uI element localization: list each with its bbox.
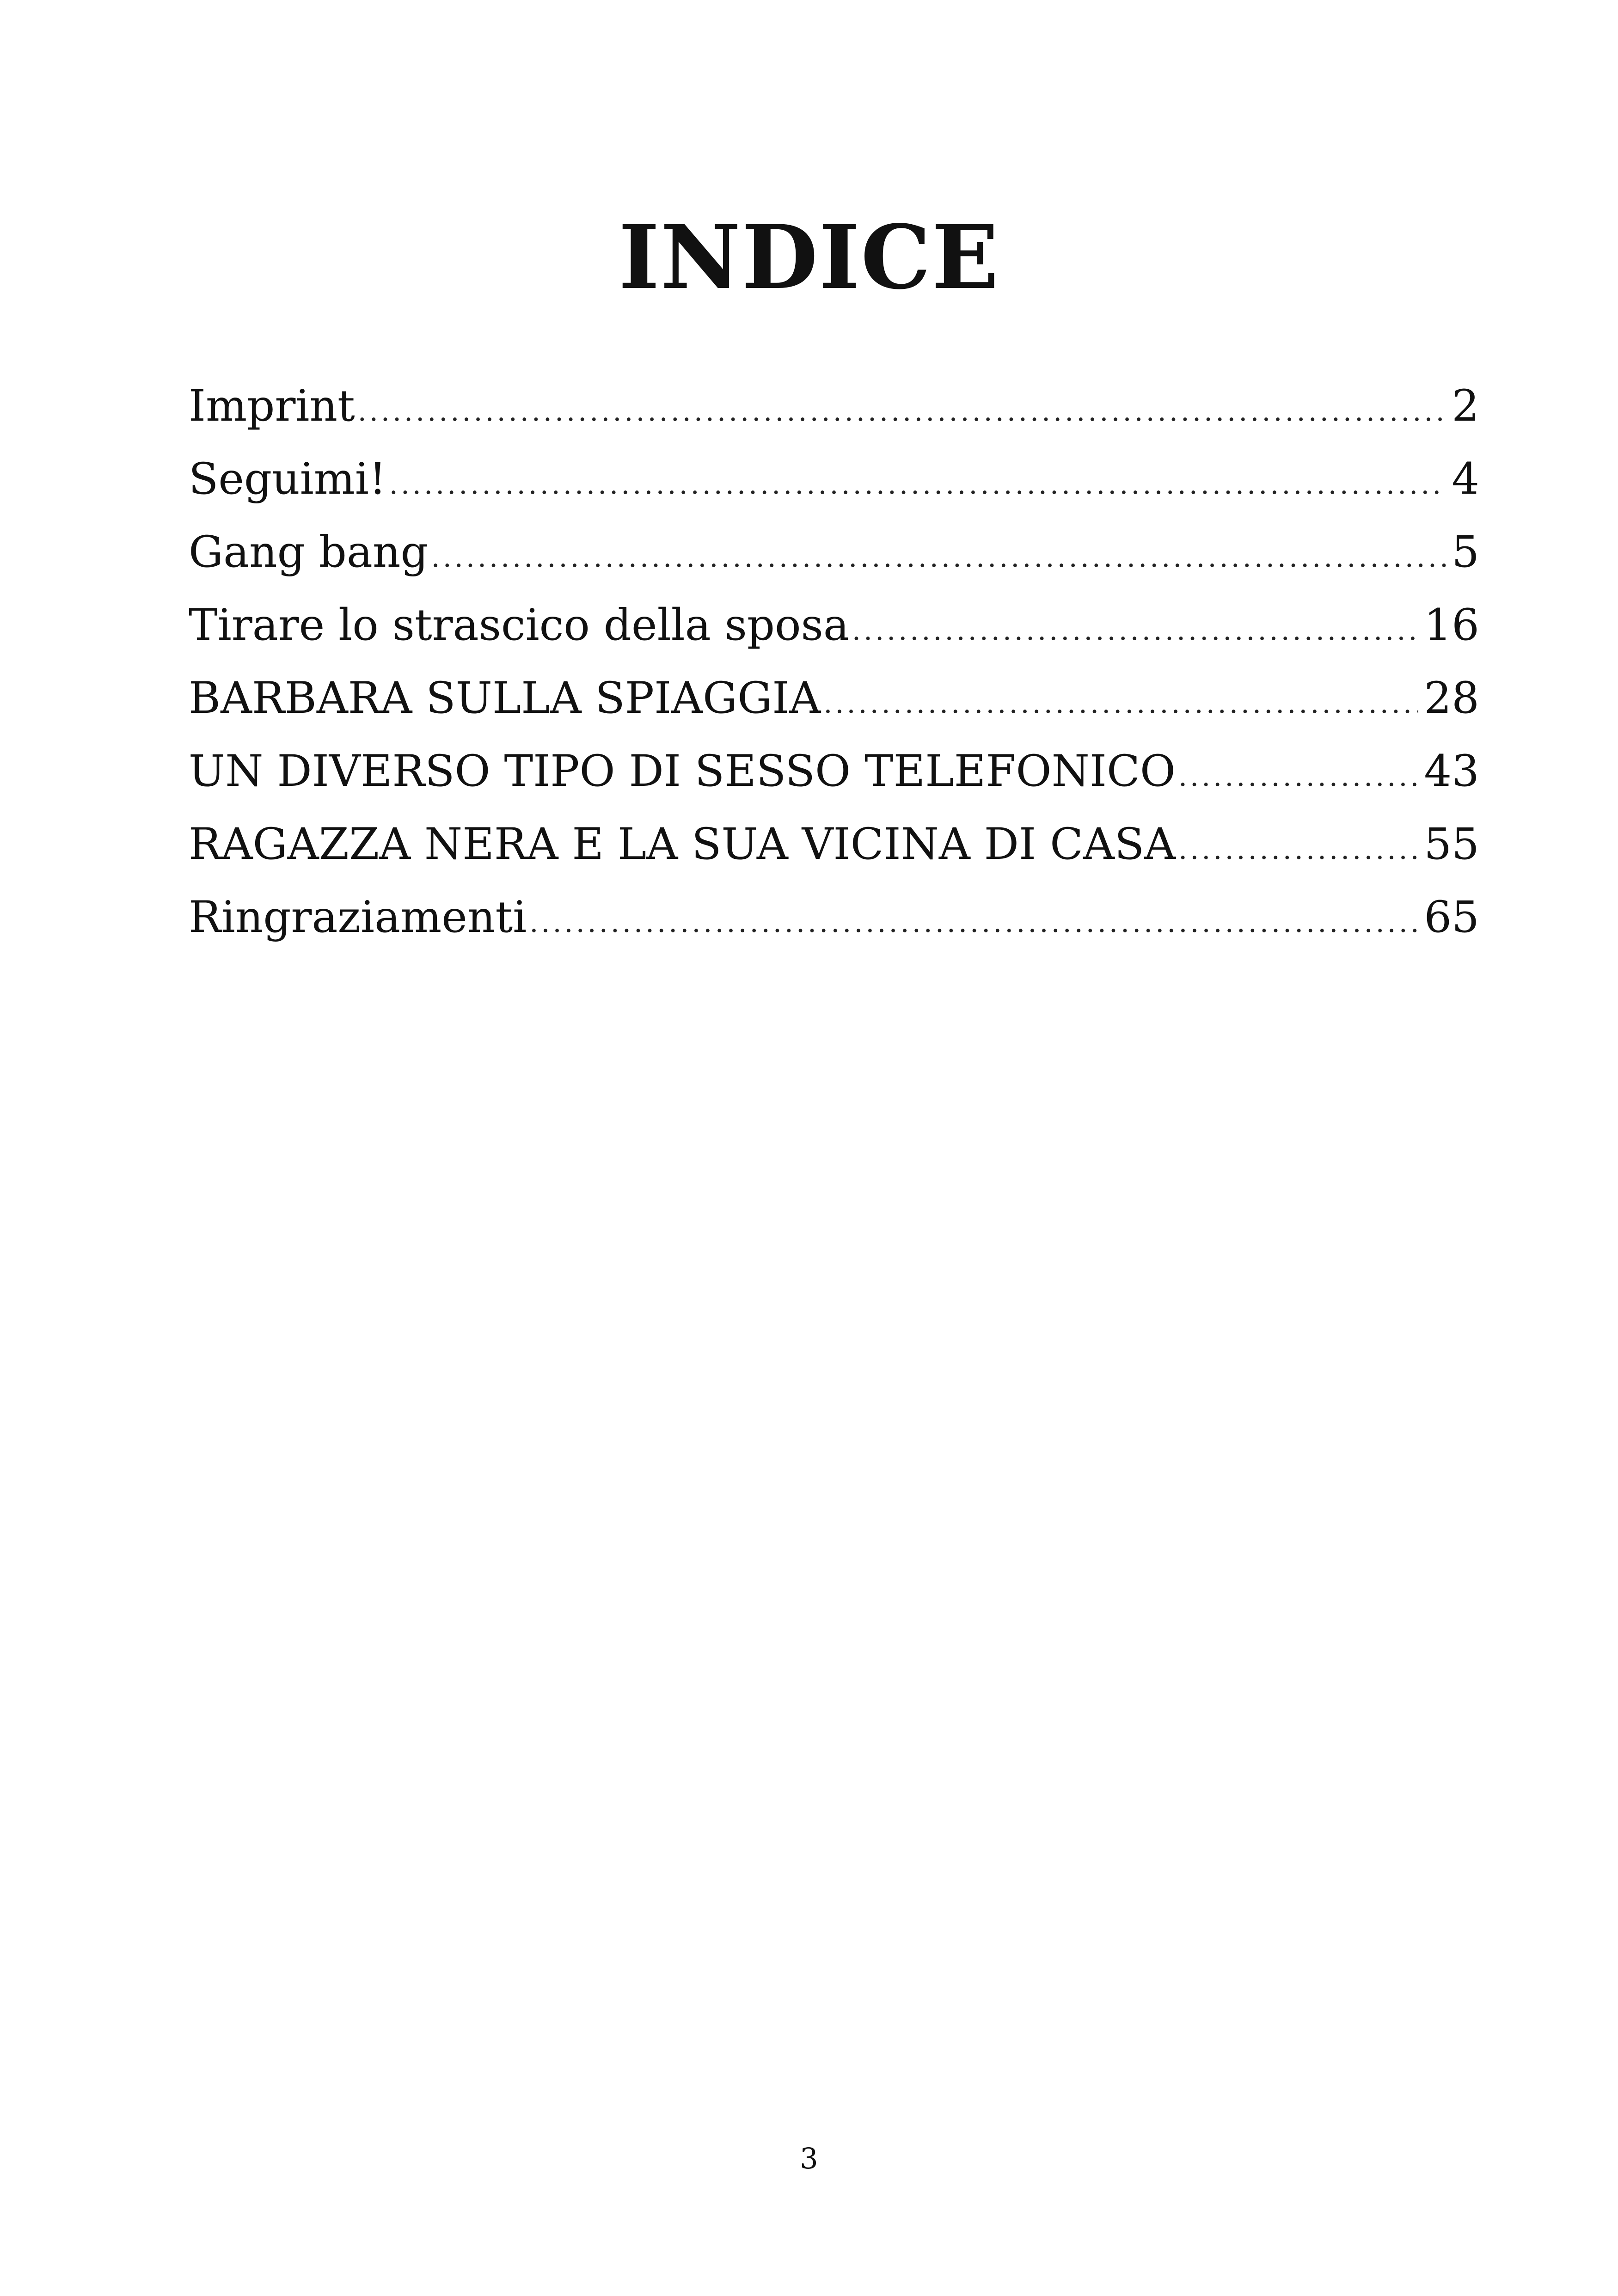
toc-entry-label: Seguimi! xyxy=(189,454,386,504)
toc-entry-page: 16 xyxy=(1424,600,1479,650)
page-number: 3 xyxy=(800,2142,818,2175)
toc-leader-dots xyxy=(823,667,1418,735)
toc-entry-page: 43 xyxy=(1424,746,1479,796)
toc-entry-label: Imprint xyxy=(189,381,355,431)
toc-entry[interactable] xyxy=(189,516,1479,589)
toc-entry-page: 55 xyxy=(1424,819,1479,869)
toc-entry-label: Tirare lo strascico della sposa xyxy=(189,600,849,650)
toc-entry-label: UN DIVERSO TIPO DI SESSO TELEFONICO xyxy=(189,746,1176,796)
toc-entry[interactable] xyxy=(189,370,1479,443)
toc-entry-page: 65 xyxy=(1424,892,1479,943)
toc-entry-label: RAGAZZA NERA E LA SUA VICINA DI CASA xyxy=(189,819,1176,869)
toc-entry[interactable] xyxy=(189,735,1479,808)
toc-entry-label: Ringraziamenti xyxy=(189,892,527,943)
toc-entry-label: Gang bang xyxy=(189,527,429,577)
toc-leader-dots xyxy=(1178,740,1418,808)
table-of-contents xyxy=(189,370,1479,954)
toc-leader-dots xyxy=(529,886,1418,954)
toc-leader-dots xyxy=(1178,813,1418,881)
toc-entry-page: 4 xyxy=(1452,454,1479,504)
toc-leader-dots xyxy=(431,521,1446,589)
toc-leader-dots xyxy=(358,375,1446,443)
toc-entry[interactable] xyxy=(189,662,1479,735)
toc-entry[interactable] xyxy=(189,443,1479,516)
toc-entry[interactable] xyxy=(189,881,1479,954)
page-title: INDICE xyxy=(618,206,1000,309)
toc-entry-page: 28 xyxy=(1424,673,1479,723)
toc-entry-page: 2 xyxy=(1452,381,1479,431)
toc-entry[interactable] xyxy=(189,589,1479,662)
toc-leader-dots xyxy=(389,448,1446,516)
toc-entry[interactable] xyxy=(189,808,1479,881)
toc-entry-label: BARBARA SULLA SPIAGGIA xyxy=(189,673,821,723)
toc-entry-page: 5 xyxy=(1452,527,1479,577)
toc-leader-dots xyxy=(852,594,1418,662)
